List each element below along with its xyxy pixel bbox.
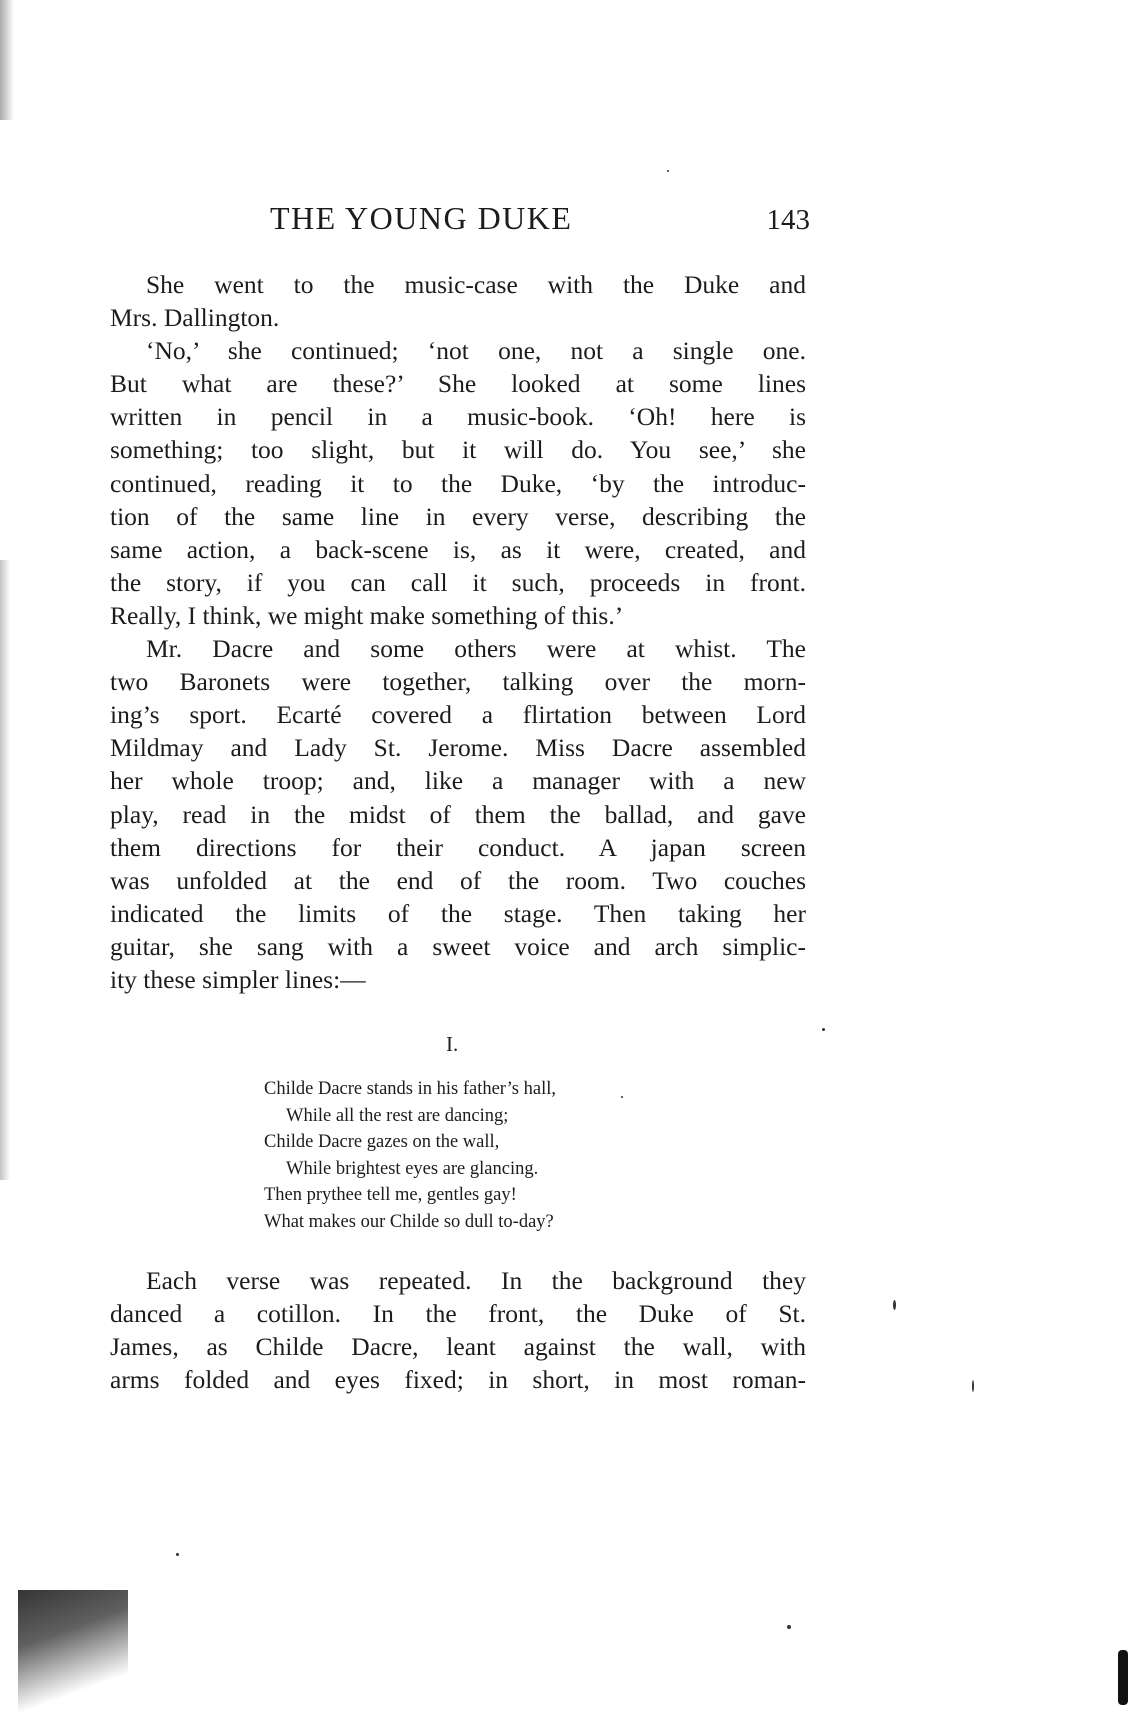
poem-line: What makes our Childe so dull to-day? bbox=[264, 1211, 554, 1232]
scan-speck bbox=[1118, 1650, 1128, 1705]
text-line: something; too slight, but it will do. You see,’ she bbox=[110, 435, 806, 465]
scan-speck bbox=[667, 170, 669, 172]
text-line: But what are these?’ She looked at some lines bbox=[110, 369, 806, 399]
text-line: was unfolded at the end of the room. Two couches bbox=[110, 865, 806, 895]
text-line: indicated the limits of the stage. Then taking her bbox=[110, 898, 806, 928]
scan-speck bbox=[176, 1553, 179, 1556]
text-line: guitar, she sang with a sweet voice and arch simplic- bbox=[110, 931, 806, 961]
text-line: Mrs. Dallington. bbox=[110, 303, 280, 333]
page-number: 143 bbox=[766, 204, 810, 236]
poem-line: While all the rest are dancing; bbox=[286, 1105, 509, 1126]
scan-speck bbox=[972, 1380, 974, 1392]
body-text-bottom bbox=[110, 1264, 806, 1396]
scan-edge-shadow-left bbox=[0, 560, 10, 1180]
text-line: play, read in the midst of them the ballad, and gave bbox=[110, 799, 806, 829]
poem-stanza bbox=[264, 1076, 704, 1235]
text-line: tion of the same line in every verse, describing the bbox=[110, 501, 806, 531]
poem-line: Childe Dacre gazes on the wall, bbox=[264, 1132, 500, 1152]
text-line: ity these simpler lines:— bbox=[110, 964, 366, 994]
scan-speck bbox=[822, 1028, 825, 1031]
text-line: the story, if you can call it such, proceeds in front. bbox=[110, 567, 806, 597]
text-line: Really, I think, we might make something of this.’ bbox=[110, 600, 624, 630]
text-line: her whole troop; and, like a manager with a new bbox=[110, 766, 806, 796]
scan-edge-shadow-bottom bbox=[18, 1590, 128, 1715]
running-title: THE YOUNG DUKE bbox=[270, 200, 573, 236]
scan-speck bbox=[893, 1300, 896, 1310]
text-line: written in pencil in a music-book. ‘Oh! here is bbox=[110, 402, 806, 432]
text-line: ‘No,’ she continued; ‘not one, not a single one. bbox=[146, 336, 806, 366]
poem-line: While brightest eyes are glancing. bbox=[286, 1158, 539, 1179]
body-text-top bbox=[110, 268, 806, 996]
stanza-number: I. bbox=[446, 1032, 459, 1056]
text-line: danced a cotillon. In the front, the Duke of St. bbox=[110, 1299, 806, 1329]
text-line: She went to the music-case with the Duke and bbox=[146, 270, 806, 299]
scan-edge-shadow-top bbox=[0, 0, 14, 120]
poem-line: Childe Dacre stands in his father’s hall, bbox=[264, 1079, 556, 1099]
text-line: ing’s sport. Ecarté covered a flirtation between Lord bbox=[110, 700, 806, 730]
running-header bbox=[110, 200, 810, 240]
poem-line: Then prythee tell me, gentles gay! bbox=[264, 1185, 517, 1205]
text-line: same action, a back-scene is, as it were, created, and bbox=[110, 534, 806, 564]
text-line: continued, reading it to the Duke, ‘by the introduc- bbox=[110, 468, 806, 498]
text-line: two Baronets were together, talking over the morn- bbox=[110, 667, 806, 697]
scan-speck bbox=[787, 1625, 791, 1629]
text-line: arms folded and eyes fixed; in short, in most roman- bbox=[110, 1365, 806, 1395]
text-line: them directions for their conduct. A japan screen bbox=[110, 832, 806, 862]
text-line: Mr. Dacre and some others were at whist. The bbox=[146, 634, 806, 664]
text-line: Mildmay and Lady St. Jerome. Miss Dacre assembled bbox=[110, 733, 806, 763]
text-line: Each verse was repeated. In the background they bbox=[146, 1266, 806, 1295]
text-line: James, as Childe Dacre, leant against the wall, with bbox=[110, 1332, 806, 1362]
